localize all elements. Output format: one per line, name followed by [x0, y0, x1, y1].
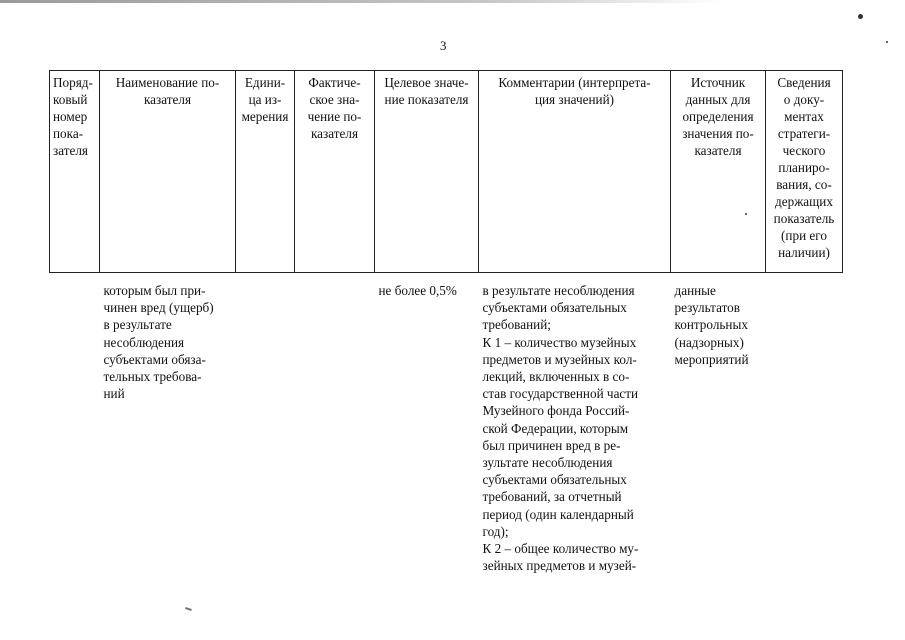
header-cell-actual-value: Фактиче- ское зна- чение по- казателя: [295, 71, 375, 273]
row-cell-actual-value: [295, 273, 375, 575]
table-row: [50, 273, 843, 575]
header-cell-target-value: Целевое значе- ние показателя: [375, 71, 479, 273]
scan-speck: [185, 607, 192, 611]
row-cell-data-source: данные результатов контрольных (надзорных) мероприятий: [674, 283, 749, 367]
indicators-table: [49, 70, 843, 574]
row-cell-target-value: не более 0,5%: [378, 283, 457, 298]
header-cell-planning-documents: Сведения о доку- ментах стратеги- ческого планиро- вания, со- держащих показатель (при его наличии): [766, 71, 843, 273]
header-cell-index: Поряд- ковый номер пока- зателя: [50, 71, 100, 273]
header-cell-name: Наименование по- казателя: [100, 71, 236, 273]
row-cell-name: которым был при- чинен вред (ущерб) в результате несоблюдения субъектами обяза- тельных требова- ний: [103, 283, 214, 402]
scan-speck: [858, 14, 863, 19]
table-header-row: [50, 71, 843, 273]
row-cell-index: [50, 273, 100, 575]
scan-speck: [886, 41, 888, 43]
header-cell-unit: Едини- ца из- мерения: [236, 71, 295, 273]
header-cell-comments: Комментарии (интерпрета- ция значений): [479, 71, 671, 273]
page-top-edge: [0, 0, 905, 3]
header-cell-data-source: Источник данных для определения значения по- казателя: [671, 71, 766, 273]
row-cell-unit: [236, 273, 295, 575]
row-cell-comments: в результате несоблюдения субъектами обязательных требований; К 1 – количество музейных предметов и музейных кол- лекций, включенных в со- став государственной части Музейного фонда Россий- ской Федерации, которым был причинен вред в ре- зультате несоблюдения субъектами обязательных требований, за отчетный период (один календарный год); К 2 – общее количество му- зейных предметов и музей-: [482, 283, 639, 574]
row-cell-planning-documents: [766, 273, 843, 575]
page-number: 3: [440, 38, 447, 53]
